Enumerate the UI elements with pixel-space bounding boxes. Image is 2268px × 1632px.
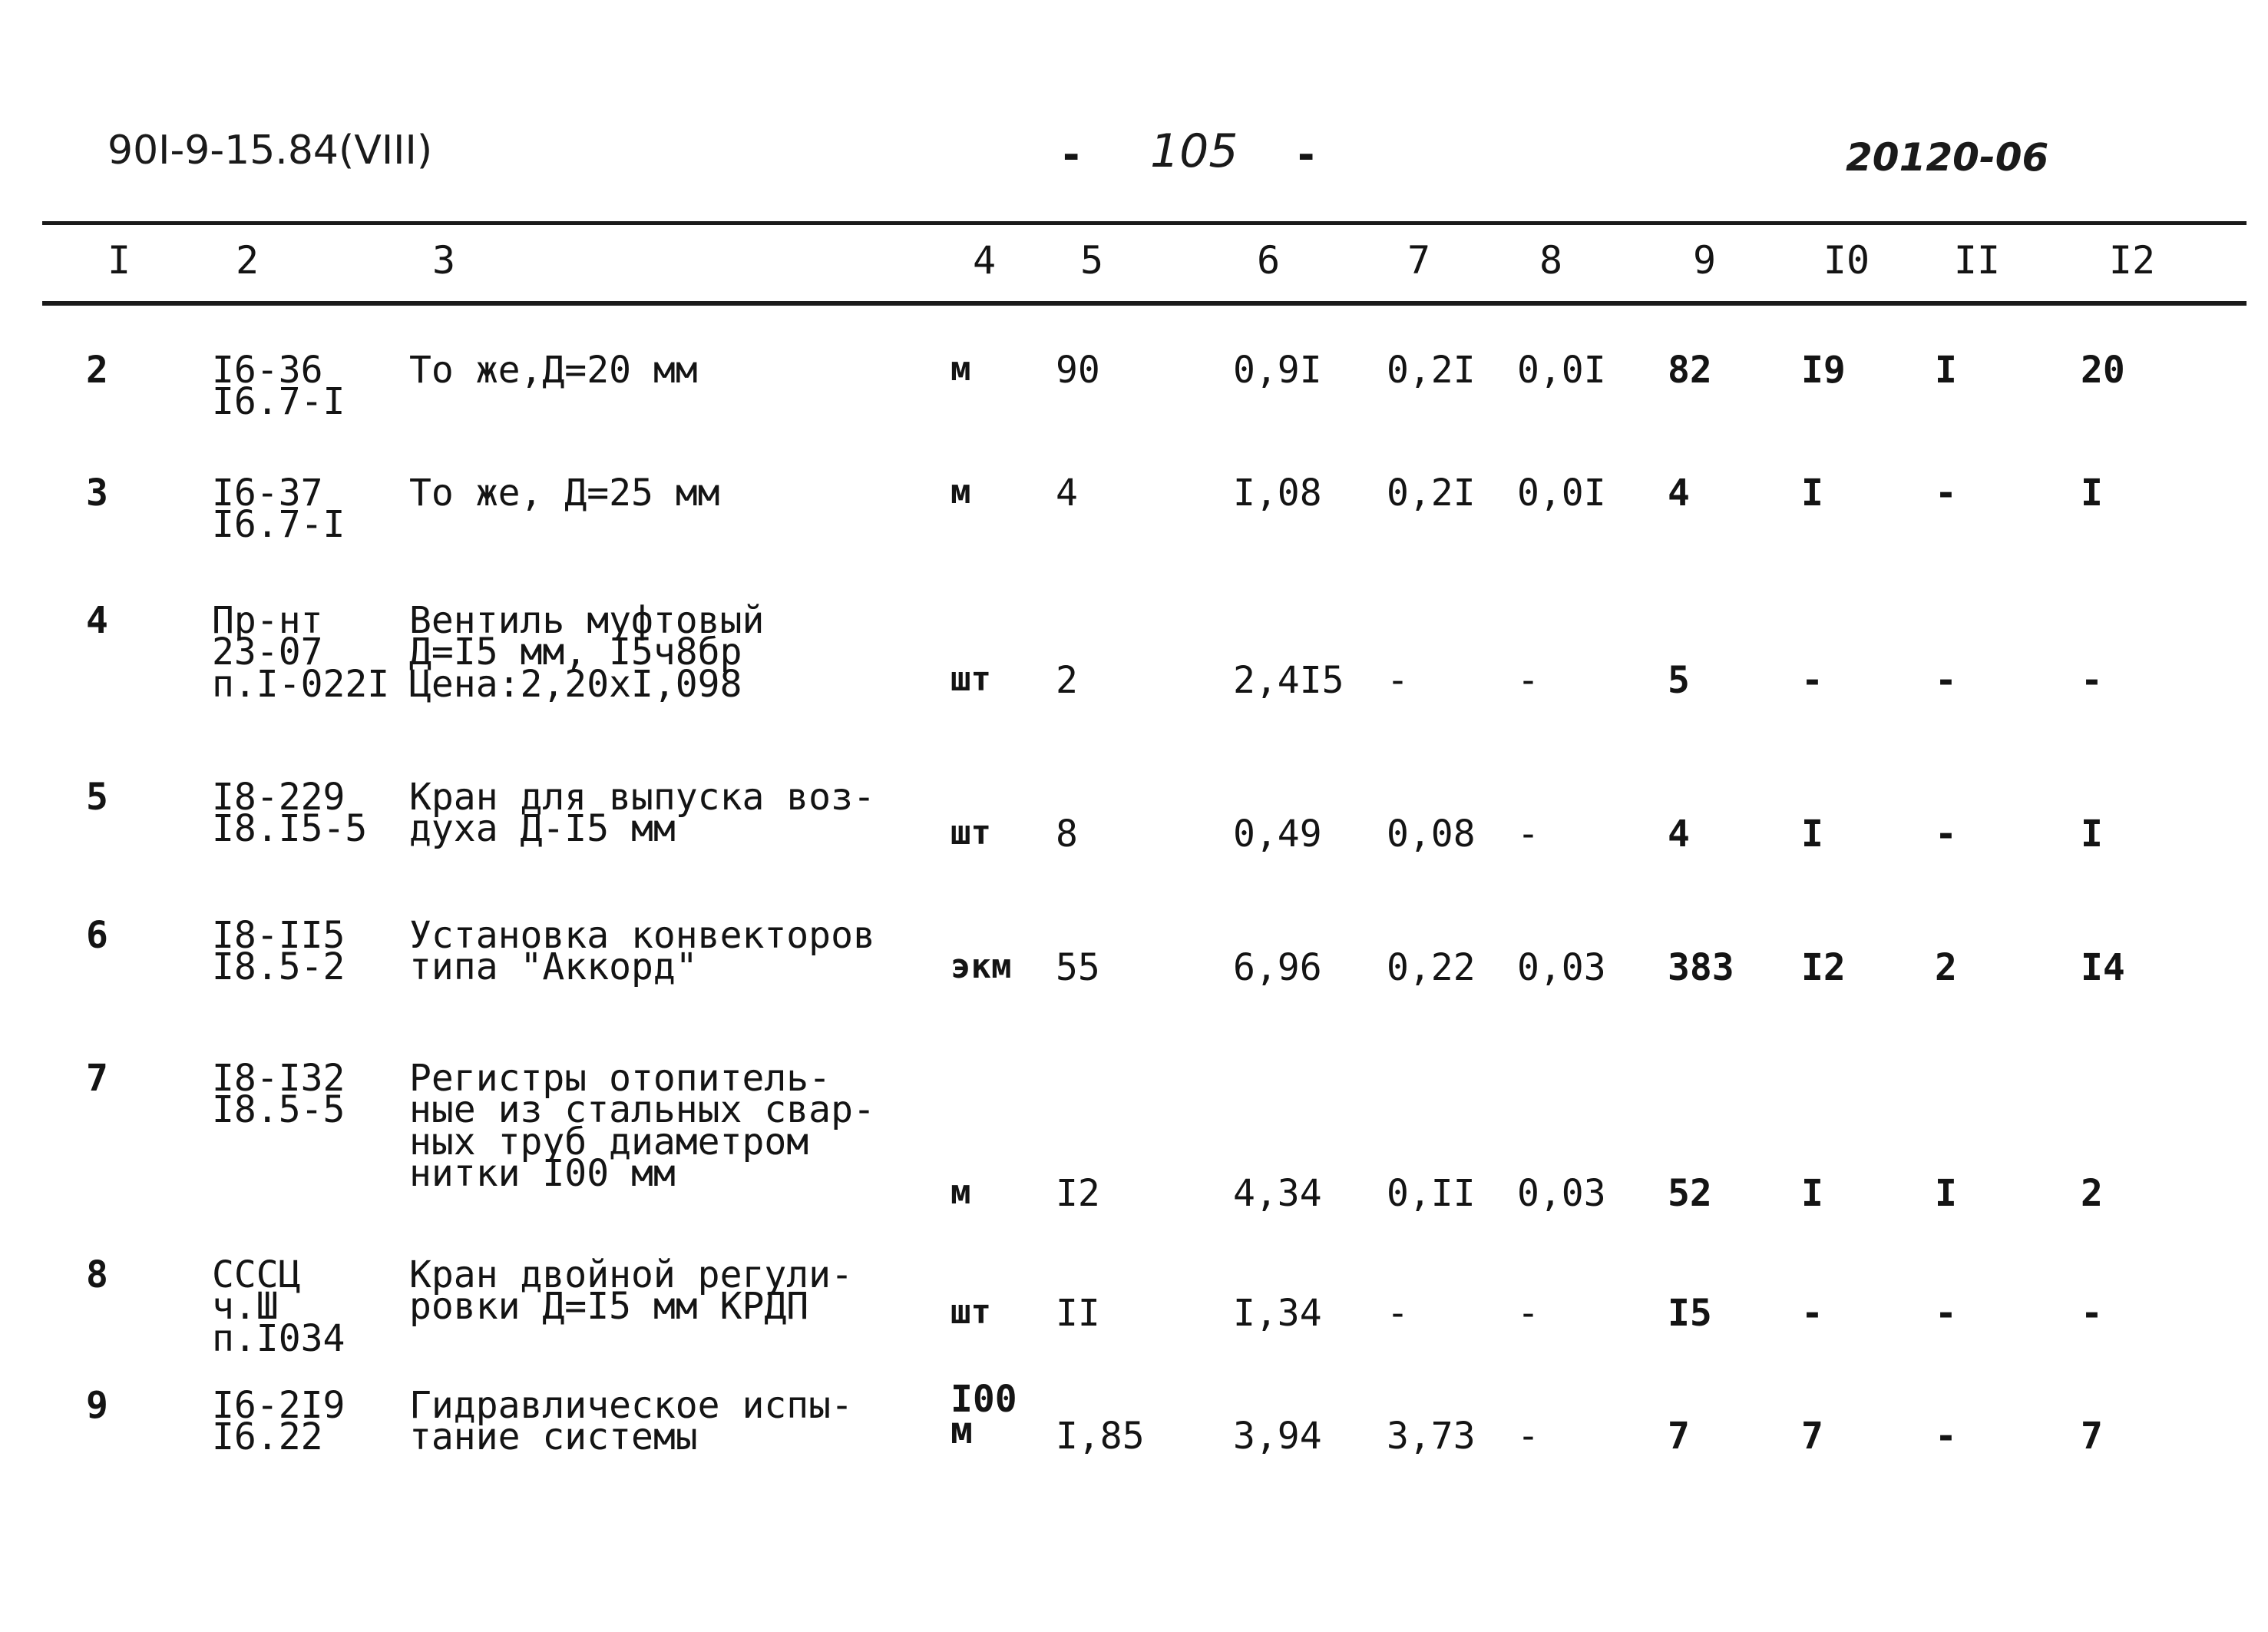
value-c12: - <box>2081 659 2103 702</box>
value-c9: 4 <box>1668 472 1690 515</box>
unit-of-measure-line: I00 <box>951 1378 1017 1421</box>
value-c12: - <box>2081 1292 2103 1335</box>
value-c10: - <box>1801 1292 1823 1335</box>
work-description <box>409 349 698 392</box>
page-dash-right: - <box>1298 131 1315 179</box>
value-c11: - <box>1935 1292 1957 1335</box>
value-c12: 7 <box>2081 1415 2103 1458</box>
norm-code-line: I8.5-5 <box>212 1088 345 1132</box>
value-c10: I <box>1801 1172 1823 1215</box>
value-c12: 2 <box>2081 1172 2103 1215</box>
work-description-line: То же,Д=20 мм <box>409 349 698 392</box>
value-c7: - <box>1387 659 1409 702</box>
norm-code <box>212 776 368 851</box>
value-c11: - <box>1935 813 1957 856</box>
value-c6: 2,4I5 <box>1233 659 1344 702</box>
work-description-line: Д=I5 мм, I5ч8бр <box>409 631 742 674</box>
unit-of-measure: шт <box>951 1293 991 1332</box>
work-description-line: ные из стальных свар- <box>409 1088 875 1132</box>
work-description-line: Кран для выпуска воз- <box>409 776 875 819</box>
norm-code-line: Пр-нт <box>212 599 323 642</box>
norm-code-line: I8-II5 <box>212 914 345 957</box>
value-c12: 20 <box>2081 349 2125 392</box>
column-number: I <box>107 238 131 283</box>
value-c8: 0,0I <box>1517 472 1606 515</box>
table-top-rule <box>42 221 2247 225</box>
norm-code <box>212 914 345 989</box>
value-c10: I <box>1801 472 1823 515</box>
work-description-line: Установка конвекторов <box>409 914 875 957</box>
value-c10: 7 <box>1801 1415 1823 1458</box>
value-c10: I2 <box>1801 946 1846 989</box>
norm-code <box>212 599 390 706</box>
column-number: 2 <box>235 238 260 283</box>
unit-of-measure: шт <box>951 813 991 852</box>
value-c7: 0,2I <box>1387 349 1476 392</box>
document-code: 90I-9-15.84(VIII) <box>107 127 433 174</box>
work-description-line: Вентиль муфтовый <box>409 599 765 642</box>
value-c6: I,08 <box>1233 472 1322 515</box>
norm-code-line: п.I034 <box>212 1316 345 1360</box>
norm-code-line: I8-229 <box>212 776 345 819</box>
value-c5: 8 <box>1056 813 1078 856</box>
value-c6: 0,49 <box>1233 813 1322 856</box>
value-c8: 0,03 <box>1517 946 1606 989</box>
work-description-line: тание системы <box>409 1415 698 1459</box>
value-c5: 90 <box>1056 349 1100 392</box>
value-c10: I <box>1801 813 1823 856</box>
value-c12: I <box>2081 813 2103 856</box>
work-description-line: нитки I00 мм <box>409 1151 676 1195</box>
value-c11: I <box>1935 1172 1957 1215</box>
value-c11: - <box>1935 472 1957 515</box>
value-c9: 52 <box>1668 1172 1712 1215</box>
norm-code-line: I6-36 <box>212 349 323 392</box>
work-description-line: ровки Д=I5 мм КРДП <box>409 1285 809 1329</box>
value-c7: 0,22 <box>1387 946 1476 989</box>
norm-code-line: I6-37 <box>212 472 323 515</box>
value-c5: I2 <box>1056 1172 1100 1215</box>
row-number: 3 <box>86 472 108 515</box>
value-c8: 0,03 <box>1517 1172 1606 1215</box>
value-c6: 3,94 <box>1233 1415 1322 1458</box>
norm-code <box>212 349 345 424</box>
value-c5: 55 <box>1056 946 1100 989</box>
row-number: 4 <box>86 599 108 642</box>
value-c9: 4 <box>1668 813 1690 856</box>
value-c6: 0,9I <box>1233 349 1322 392</box>
value-c6: 6,96 <box>1233 946 1322 989</box>
work-description-line: типа "Аккорд" <box>409 945 698 989</box>
norm-code-line: I6-2I9 <box>212 1384 345 1427</box>
page-number: 105 <box>1150 124 1238 178</box>
norm-code <box>212 1057 345 1132</box>
value-c5: II <box>1056 1292 1100 1335</box>
value-c7: 0,2I <box>1387 472 1476 515</box>
row-number: 8 <box>86 1253 108 1296</box>
value-c11: 2 <box>1935 946 1957 989</box>
value-c10: - <box>1801 659 1823 702</box>
value-c9: I5 <box>1668 1292 1712 1335</box>
norm-code <box>212 1253 345 1360</box>
norm-code-line: I8.5-2 <box>212 945 345 989</box>
column-number: 7 <box>1407 238 1431 283</box>
value-c11: - <box>1935 659 1957 702</box>
column-number: II <box>1953 238 2001 283</box>
column-number: 5 <box>1079 238 1104 283</box>
work-description <box>409 776 875 851</box>
work-description <box>409 599 765 706</box>
norm-code-line: СССЦ <box>212 1253 301 1296</box>
column-number: 3 <box>431 238 456 283</box>
column-number: I0 <box>1823 238 1870 283</box>
value-c5: 2 <box>1056 659 1078 702</box>
value-c10: I9 <box>1801 349 1846 392</box>
work-description <box>409 914 875 989</box>
row-number: 6 <box>86 914 108 957</box>
row-number: 5 <box>86 776 108 819</box>
unit-of-measure: экм <box>951 947 1012 986</box>
row-number: 9 <box>86 1384 108 1427</box>
column-number: I2 <box>2108 238 2156 283</box>
unit-of-measure-line: м <box>951 1409 973 1453</box>
value-c9: 383 <box>1668 946 1734 989</box>
page-dash-left: - <box>1063 131 1080 179</box>
value-c8: 0,0I <box>1517 349 1606 392</box>
norm-code <box>212 1384 345 1459</box>
value-c9: 5 <box>1668 659 1690 702</box>
value-c6: 4,34 <box>1233 1172 1322 1215</box>
work-description <box>409 1253 853 1329</box>
value-c8: - <box>1517 1292 1539 1335</box>
norm-code-line: п.I-022I <box>212 662 390 706</box>
value-c7: 0,08 <box>1387 813 1476 856</box>
work-description-line: Кран двойной регули- <box>409 1253 853 1296</box>
norm-code-line: I6.7-I <box>212 503 345 547</box>
row-number: 7 <box>86 1057 108 1100</box>
value-c8: - <box>1517 1415 1539 1458</box>
column-number: 9 <box>1692 238 1717 283</box>
work-description <box>409 1057 875 1195</box>
norm-code <box>212 472 345 547</box>
norm-code-line: I6.7-I <box>212 380 345 424</box>
table-header-rule <box>42 301 2247 306</box>
norm-code-line: I8-I32 <box>212 1057 345 1100</box>
norm-code-line: 23-07 <box>212 631 323 674</box>
value-c5: 4 <box>1056 472 1078 515</box>
value-c7: 3,73 <box>1387 1415 1476 1458</box>
work-description-line: ных труб диаметром <box>409 1120 809 1164</box>
value-c9: 82 <box>1668 349 1712 392</box>
work-description-line: Гидравлическое испы- <box>409 1384 853 1427</box>
value-c9: 7 <box>1668 1415 1690 1458</box>
unit-of-measure: м <box>951 1173 971 1212</box>
value-c11: - <box>1935 1415 1957 1458</box>
row-number: 2 <box>86 349 108 392</box>
unit-of-measure: шт <box>951 660 991 699</box>
unit-of-measure <box>951 1378 1017 1453</box>
norm-code-line: I8.I5-5 <box>212 807 368 851</box>
norm-code-line: ч.Ш <box>212 1285 279 1329</box>
column-number: 8 <box>1539 238 1563 283</box>
column-number: 6 <box>1256 238 1281 283</box>
work-description-line: духа Д-I5 мм <box>409 807 676 851</box>
value-c6: I,34 <box>1233 1292 1322 1335</box>
value-c7: - <box>1387 1292 1409 1335</box>
value-c12: I <box>2081 472 2103 515</box>
value-c8: - <box>1517 659 1539 702</box>
work-description-line: Цена:2,20xI,098 <box>409 662 742 706</box>
unit-of-measure: м <box>951 472 971 511</box>
work-description <box>409 472 720 515</box>
value-c11: I <box>1935 349 1957 392</box>
work-description <box>409 1384 853 1459</box>
work-description-line: То же, Д=25 мм <box>409 472 720 515</box>
column-number: 4 <box>972 238 997 283</box>
value-c8: - <box>1517 813 1539 856</box>
value-c12: I4 <box>2081 946 2125 989</box>
value-c5: I,85 <box>1056 1415 1145 1458</box>
document-number: 20120-06 <box>1846 135 2049 180</box>
work-description-line: Регистры отопитель- <box>409 1057 831 1100</box>
unit-of-measure: м <box>951 349 971 389</box>
norm-code-line: I6.22 <box>212 1415 323 1459</box>
value-c7: 0,II <box>1387 1172 1476 1215</box>
